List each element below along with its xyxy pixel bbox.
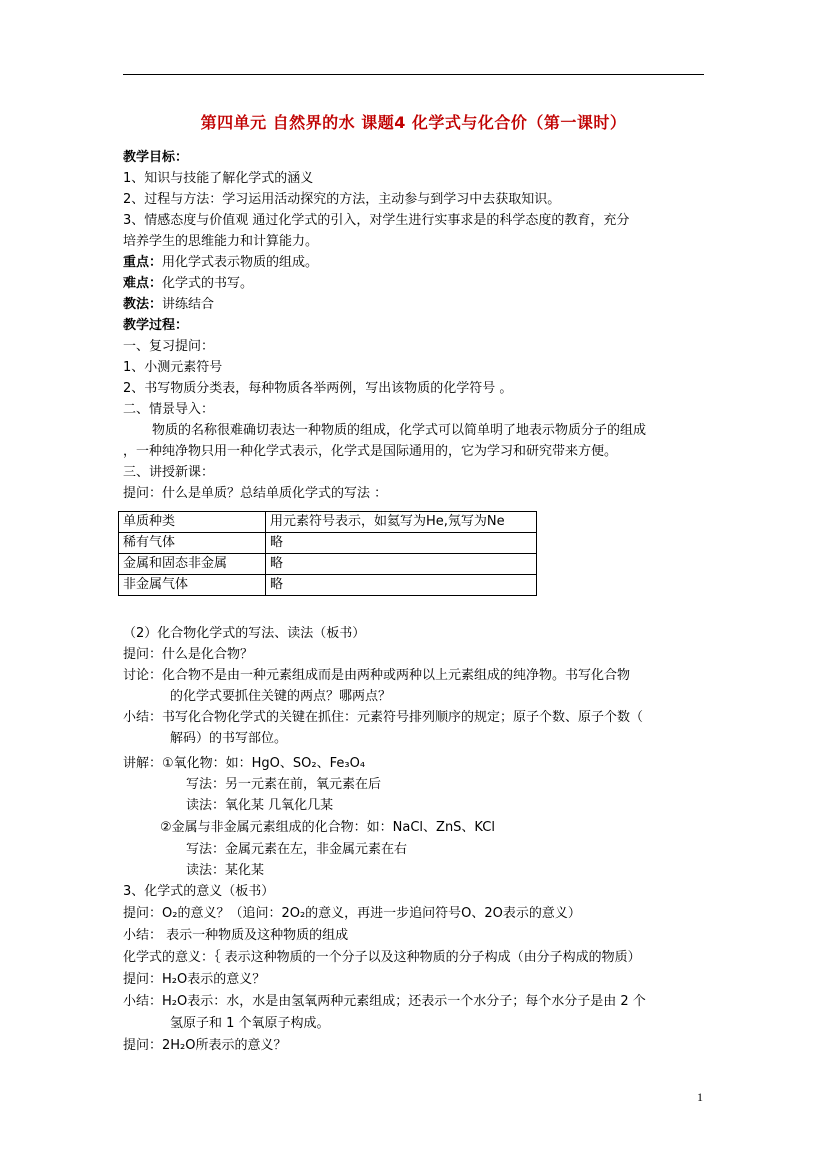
key-point — [123, 253, 318, 273]
table-row — [119, 575, 537, 596]
summary-3b: 氢原子和 1 个氧原子构成。 — [170, 1016, 330, 1031]
table-cell: 稀有气体 — [119, 533, 266, 554]
question-element: 提问：什么是单质？总结单质化学式的写法 ： — [123, 486, 388, 501]
explain-salt: ②金属与非金属元素组成的化合物：如：NaCl、ZnS、KCl — [160, 820, 495, 835]
summary-3a: 小结：H₂O表示：水，水是由氢氧两种元素组成；还表示一个水分子；每个水分子是由 2 个 — [123, 994, 646, 1009]
question-compound: 提问：什么是化合物？ — [123, 647, 254, 662]
element-table — [118, 511, 537, 596]
explain-oxide: 讲解：①氧化物：如：HgO、SO₂、Fe₃O₄ — [123, 756, 366, 771]
table-cell: 略 — [266, 554, 537, 575]
table-row — [119, 512, 537, 533]
formula-meaning: 化学式的意义：｛ 表示这种物质的一个分子以及这种物质的分子构成（由分子构成的物质） — [123, 950, 641, 965]
table-row — [119, 554, 537, 575]
page-number: 1 — [697, 1090, 703, 1104]
section-1-item-2: 2、书写物质分类表，每种物质各举两例，写出该物质的化学符号 。 — [123, 381, 513, 396]
goal-2: 2、过程与方法：学习运用活动探究的方法，主动参与到学习中去获取知识。 — [123, 192, 561, 207]
table-cell: 非金属气体 — [119, 575, 266, 596]
goal-3b: 培养学生的思维能力和计算能力。 — [123, 234, 319, 249]
section-2: 二、情景导入： — [123, 402, 215, 417]
section-3: 三、讲授新课： — [123, 465, 215, 480]
discussion-a: 讨论：化合物不是由一种元素组成而是由两种或两种以上元素组成的纯净物。书写化合物 — [123, 668, 631, 683]
table-cell: 单质种类 — [119, 512, 266, 533]
page-title: 第四单元 自然界的水 课题4 化学式与化合价（第一课时） — [200, 113, 627, 132]
table-cell: 略 — [266, 575, 537, 596]
header-rule — [123, 74, 704, 75]
table-row — [119, 533, 537, 554]
summary-2: 小结： 表示一种物质及这种物质的组成 — [123, 928, 349, 943]
key-label: 重点： — [123, 255, 163, 270]
difficulty — [123, 274, 253, 294]
teaching-method — [123, 295, 214, 315]
section-2-para-a: 物质的名称很难确切表达一种物质的组成，化学式可以简单明了地表示物质分子的组成 — [152, 423, 647, 438]
table-cell: 用元素符号表示，如氦写为He,氖写为Ne — [266, 512, 537, 533]
method-label: 教法： — [123, 297, 163, 312]
summary-b: 解码）的书写部位。 — [170, 731, 288, 746]
method-text: 讲练结合 — [162, 297, 215, 312]
goals-heading: 教学目标： — [123, 150, 189, 165]
difficulty-text: 化学式的书写。 — [162, 276, 254, 291]
salt-reading: 读法：某化某 — [186, 863, 265, 878]
key-text: 用化学式表示物质的组成。 — [162, 255, 319, 270]
discussion-b: 的化学式要抓住关键的两点？哪两点？ — [170, 689, 392, 704]
table-cell: 金属和固态非金属 — [119, 554, 266, 575]
compound-heading: （2）化合物化学式的写法、读法（板书） — [123, 626, 366, 641]
question-h2o: 提问：H₂O表示的意义？ — [123, 972, 266, 987]
salt-writing: 写法：金属元素在左，非金属元素在右 — [186, 842, 408, 857]
section-1: 一、复习提问： — [123, 339, 215, 354]
process-heading: 教学过程： — [123, 318, 189, 333]
formula-meaning-heading: 3、化学式的意义（板书） — [123, 884, 275, 899]
goal-3a: 3、情感态度与价值观 通过化学式的引入，对学生进行实事求是的科学态度的教育，充分 — [123, 213, 630, 228]
goal-1: 1、知识与技能了解化学式的涵义 — [123, 171, 314, 186]
table-cell: 略 — [266, 533, 537, 554]
question-2h2o: 提问：2H₂O所表示的意义？ — [123, 1038, 287, 1053]
oxide-writing: 写法：另一元素在前，氧元素在后 — [186, 777, 382, 792]
summary-a: 小结：书写化合物化学式的关键在抓住：元素符号排列顺序的规定；原子个数、原子个数（ — [123, 710, 644, 725]
question-o2: 提问：O₂的意义？（追问：2O₂的意义，再进一步追问符号O、2O表示的意义） — [123, 906, 581, 921]
oxide-reading: 读法：氧化某 几氧化几某 — [186, 798, 334, 813]
section-1-item-1: 1、小测元素符号 — [123, 360, 223, 375]
difficulty-label: 难点： — [123, 276, 163, 291]
section-2-para-b: ，一种纯净物只用一种化学式表示，化学式是国际通用的，它为学习和研究带来方便。 — [123, 444, 618, 459]
